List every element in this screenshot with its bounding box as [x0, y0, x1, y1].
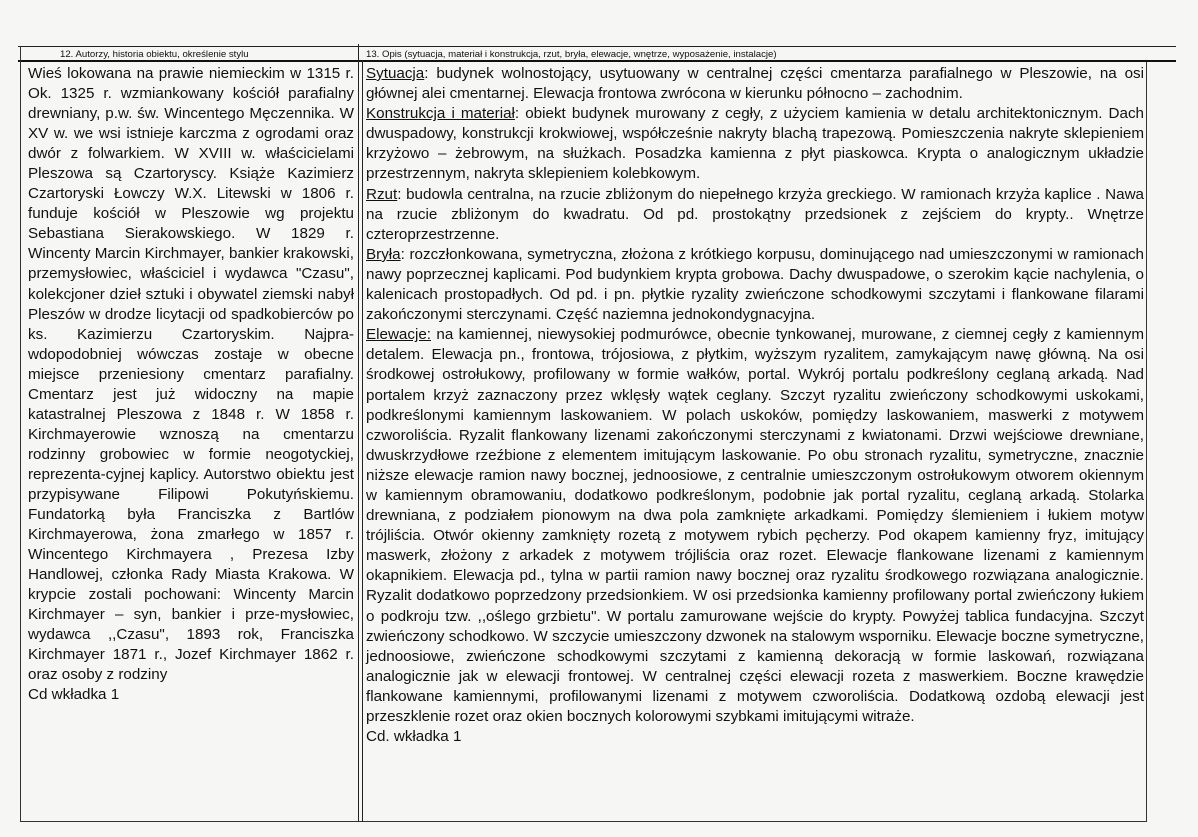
paragraph-bryla	[366, 245, 1144, 325]
label-elewacje: Elewacje:	[366, 326, 431, 344]
label-sytuacja: Sytuacja	[366, 65, 425, 82]
description-continuation: Cd. wkładka 1	[366, 728, 462, 746]
text-sytuacja: : budynek wolnostojący, usytuowany w centralnej części cmentarza parafialnego w Pleszowie, na osi głównej alei cmentarnej. Elewacja frontowa zwrócona w kierunku północno – zachodnim.	[366, 65, 1144, 103]
text-elewacje: na kamiennej, niewysokiej podmurówce, obecnie tynkowanej, murowane, z ciemnej cegły z kamiennym detalem. Elewacja pn., frontowa, trójosiowa, z płytkim, wyższym ryzalitem, zamykającym nawę główną. Na osi środkowej ostrołukowy, profilowany w formie wałków, portal. Wykrój portalu podkreślony ceglaną arkadą. Nad portalem krzyż zaznaczony przez wklęsły wątek ceglany. Szczyt ryzalitu zwieńczony schodkowymi uskokami, podkreślonymi kamiennym laskowaniem. W polach uskoków, pomiędzy laskowaniem, maswerki z motywem czworoliścia. Ryzalit flankowany lizenami zakończonymi sterczynami z kwiatonami. Drzwi wejściowe drewniane, dwuskrzydłowe rzeźbione z elementem imitującym laskowanie. Po obu stronach ryzalitu, symetryczne, znacznie niższe elewacje ramion nawy bocznej, jednoosiowe, z centralnie umieszczonym ostrołukowym otworem okiennym w kamiennym obramowaniu, dodatkowo podkreślonym, podobnie jak portal ryzalitu, ceglaną arkadą. Stolarka drewniana, z podziałem pionowym na dwa pola zamknięte arkadkami. Pomiędzy ślemieniem i łukiem motyw trójliścia. Otwór okienny zamknięty rozetą z motywem rybich pęcherzy. Pod okapem kamienny fryz, imitujący maswerk, złożony z arkadek z motywem trójliścia oraz rozet. Elewacje flankowane lizenami z kamiennym okapnikiem. Elewacja pd., tylna w partii ramion nawy bocznej oraz ryzalitu środkowego rozwiązana analogicznie. Ryzalit dodatkowo poprzedzony przedsionkiem. W osi przedsionka kamienny profilowany portal zwieńczony łukiem o podkroju tzw. ,,oślego grzbietu". W portalu zamurowane wejście do krypty. Powyżej tablica fundacyjna. Szczyt zwieńczony schodkowo. W szczycie umieszczony dzwonek na stalowym wsporniku. Elewacje boczne symetryczne, jednoosiowe, zwieńczone schodkowymi szczytami z kamienną dekoracją w formie laskowań, rozwiązana analogicznie jak w elewacji frontowej. W centralnej części elewacji rozeta z maswerkiem. Boczne krawędzie flankowane kamiennymi, profilowanymi lizenami z motywem czworoliścia. Dodatkową ozdobą elewacji jest przeszklenie rozet oraz okien bocznych kolorowymi szybkami imitującymi witraże.	[366, 326, 1144, 725]
frame-right-line	[1146, 62, 1147, 822]
label-konstrukcja: Konstrukcja i materiał	[366, 105, 515, 123]
text-bryla: : rozczłonkowana, symetryczna, złożona z krótkiego korpusu, dominującego nad umieszczonymi w ramionach nawy poprzecznej kaplicami. Pod budynkiem krypta grobowa. Dachy dwuspadowe, o szerokim kącie nachylenia, o kalenicach prostopadłych. Od pd. i pn. płytkie ryzality zwieńczone schodkowymi szczytami i flankowane filarami zakończonymi sterczynami. Część naziemna jednokondygnacyjna.	[366, 245, 1144, 324]
paragraph-rzut	[366, 185, 1144, 245]
frame-top-line	[18, 46, 1176, 47]
paragraph-konstrukcja	[366, 104, 1144, 184]
paragraph-sytuacja	[366, 64, 1144, 104]
frame-bottom-line	[20, 821, 1147, 822]
history-column	[28, 64, 354, 706]
history-text: Wieś lokowana na prawie niemieckim w 1315 r. Ok. 1325 r. wzmiankowany kościół parafialny drewniany, p.w. św. Wincentego Męczennika. W XV w. we wsi istnieje karczma z ogrodami oraz dwór z folwarkiem. W XVIII w. właścicielami Pleszowa są Czartoryscy. Książe Kazimierz Czartoryski Łowczy W.X. Litewski w 1806 r. funduje kościół w Pleszowie wg projektu Sebastiana Sierakowskiego. W 1829 r. Wincenty Marcin Kirchmayer, bankier krakowski, przemysłowiec, właściciel i wydawca "Czasu", kolekcjoner dzieł sztuki i obywatel ziemski nabył Pleszów w drodze licytacji od spadkobierców po ks. Kazimierzu Czartoryskim. Najpra-wdopodobniej wówczas zostaje w obecne miejsce przeniesiony cmentarz parafialny. Cmentarz jest już widoczny na mapie katastralnej Pleszowa z 1848 r. W 1858 r. Kirchmayerowie wznoszą na cmentarzu rodzinny grobowiec w formie neogotyckiej, reprezenta-cyjnej kaplicy. Autorstwo obiektu jest przypisywane Filipowi Pokutyńskiemu. Fundatorką była Franciszka z Bartlów Kirchmayerowa, żona zmarłego w 1857 r. Wincentego Kirchmayera , Prezesa Izby Handlowej, członka Rady Miasta Krakowa. W krypcie zostali pochowani: Wincenty Marcin Kirchmayer – syn, bankier i prze-mysłowiec, wydawca ,,Czasu", 1893 rok, Franciszka Kirchmayer 1871 r., Jozef Kirchmayer 1862 r. oraz osoby z rodziny	[28, 65, 354, 684]
section-header-12: 12. Autorzy, historia obiektu, określenie stylu	[60, 49, 249, 60]
column-divider	[358, 44, 359, 822]
column-divider-inner	[362, 60, 363, 822]
text-rzut: : budowla centralna, na rzucie zbliżonym do niepełnego krzyża greckiego. W ramionach krzyża kaplice . Nawa na rzucie zbliżonym do kwadratu. Od pd. prostokątny przedsionek z zejściem do krypty.. Wnętrze czteroprzestrzenne.	[366, 185, 1144, 243]
label-bryla: Bryła	[366, 245, 401, 263]
history-continuation: Cd wkładka 1	[28, 686, 120, 704]
header-underline	[18, 60, 1176, 62]
label-rzut: Rzut	[366, 185, 398, 203]
description-column	[366, 64, 1144, 747]
paragraph-elewacje	[366, 325, 1144, 727]
frame-left-line	[20, 46, 21, 822]
section-header-13: 13. Opis (sytuacja, materiał i konstrukcja, rzut, bryła, elewacje, wnętrze, wyposażenie, instalacje)	[366, 49, 777, 60]
text-konstrukcja: : obiekt budynek murowany z cegły, z użyciem kamienia w detalu architektonicznym. Dach dwuspadowy, konstrukcji krokwiowej, współcześnie nakryty blachą trapezową. Pomieszczenia nakryte sklepieniem krzyżowo – żebrowym, na służkach. Posadzka kamienna z płyt piaskowca. Krypta o analogicznym układzie przestrzennym, nakryta sklepieniem kolebkowym.	[366, 105, 1144, 183]
